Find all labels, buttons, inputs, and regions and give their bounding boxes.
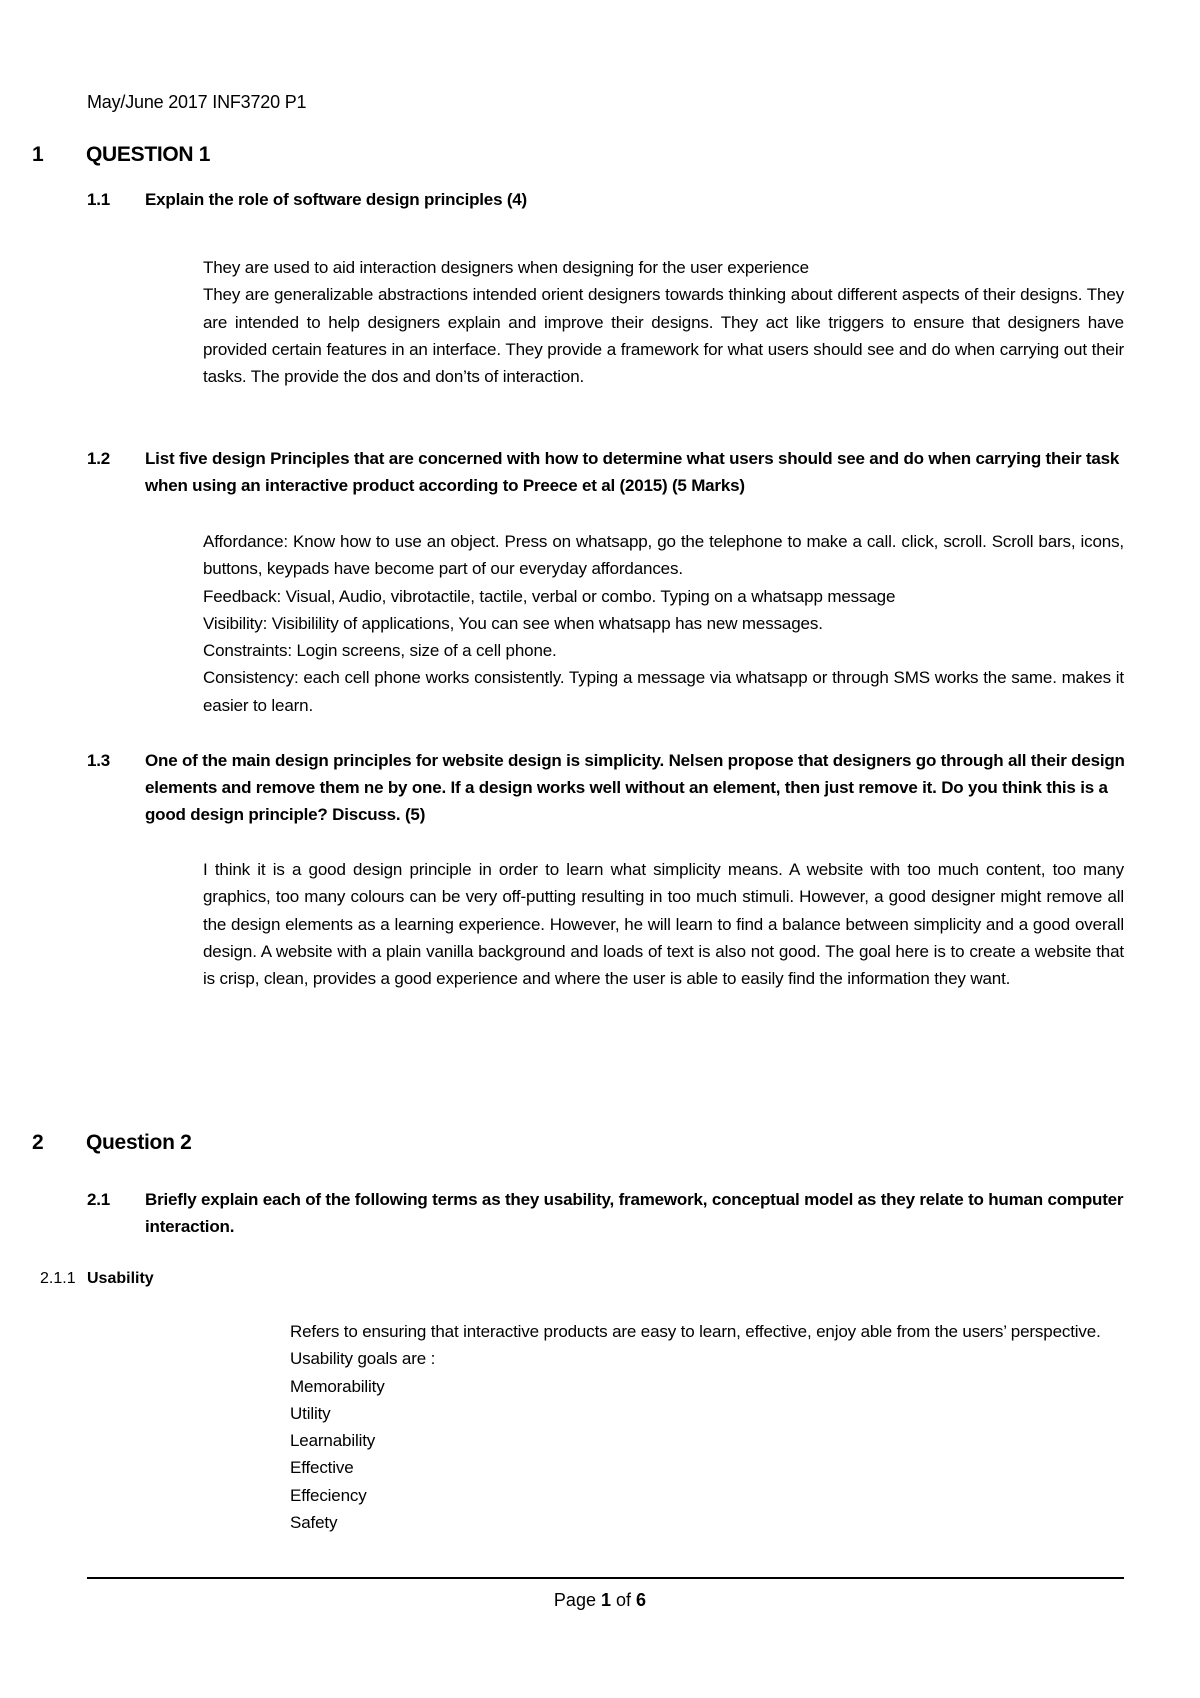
usability-goal: Safety: [290, 1513, 338, 1533]
answer-1-1: [203, 254, 1124, 390]
answer-item-affordance: Affordance: Know how to use an object. Press on whatsapp, go the telephone to make a call. click, scroll. Scroll bars, icons, buttons, keypads have become part of our everyday affordances.: [203, 532, 1124, 579]
subquestion-title: List five design Principles that are concerned with how to determine what users should see and do when carrying their task when using an interactive product according to Preece et al (2015) (5 Marks): [145, 449, 1120, 495]
usability-goal: Utility: [290, 1403, 331, 1423]
footer-divider: [87, 1577, 1124, 1579]
subquestion-number: 1.2: [87, 449, 111, 468]
subquestion-title: Explain the role of software design principles (4): [145, 190, 528, 209]
subquestion-number: 2.1: [87, 1190, 111, 1209]
answer-2-1-1: [290, 1318, 1124, 1536]
answer-1-2: [203, 528, 1124, 719]
page-header: May/June 2017 INF3720 P1: [87, 92, 307, 112]
usability-goal: Effeciency: [290, 1485, 367, 1505]
answer-paragraph: Refers to ensuring that interactive products are easy to learn, effective, enjoy able from the users’ perspective. Usability goals are :: [290, 1322, 1101, 1369]
question-number: 2: [32, 1131, 44, 1154]
subquestion-number: 1.1: [87, 190, 111, 209]
answer-item-constraints: Constraints: Login screens, size of a cell phone.: [203, 641, 557, 661]
subquestion-number: 2.1.1: [40, 1270, 76, 1287]
question-number: 1: [32, 143, 44, 166]
question-title: QUESTION 1: [86, 143, 211, 166]
of-label: of: [616, 1590, 632, 1610]
page-number: 1: [600, 1590, 611, 1610]
page-footer: [0, 1590, 1200, 1611]
answer-1-3: [203, 856, 1124, 992]
subquestion-title: One of the main design principles for website design is simplicity. Nelsen propose that designers go through all their design elements and remove them ne by one. If a design works well without an element, then just remove it. Do you think this is a good design principle? Discuss. (5): [145, 751, 1125, 824]
subquestion-title: Briefly explain each of the following terms as they usability, framework, conceptual model as they relate to human computer interaction.: [145, 1190, 1124, 1236]
answer-item-visibility: Visibility: Visibilility of applications, You can see when whatsapp has new messages.: [203, 613, 823, 633]
subquestion-title: Usability: [87, 1270, 154, 1287]
total-pages: 6: [636, 1590, 647, 1610]
question-title: Question 2: [86, 1131, 192, 1154]
usability-goal: Effective: [290, 1458, 354, 1478]
answer-paragraph: They are generalizable abstractions intended orient designers towards thinking about different aspects of their designs. They are intended to help designers explain and improve their designs. They act like triggers to ensure that designers have provided certain features in an interface. They provide a framework for what users should see and do when carrying out their tasks. The provide the dos and don’ts of interaction.: [203, 285, 1124, 387]
usability-goal: Memorability: [290, 1376, 385, 1396]
answer-item-feedback: Feedback: Visual, Audio, vibrotactile, tactile, verbal or combo. Typing on a whatsapp message: [203, 586, 896, 606]
answer-item-consistency: Consistency: each cell phone works consistently. Typing a message via whatsapp or through SMS works the same. makes it easier to learn.: [203, 668, 1124, 715]
answer-line: They are used to aid interaction designers when designing for the user experience: [203, 258, 809, 277]
usability-goal: Learnability: [290, 1431, 376, 1451]
page-label: Page: [553, 1590, 596, 1610]
answer-paragraph: I think it is a good design principle in order to learn what simplicity means. A website with too much content, too many graphics, too many colours can be very off-putting resulting in too much stimuli. However, a good designer might remove all the design elements as a learning experience. However, he will learn to find a balance between simplicity and a good overall design. A website with a plain vanilla background and loads of text is also not good. The goal here is to create a website that is crisp, clean, provides a good experience and where the user is able to easily find the information they want.: [203, 860, 1124, 989]
subquestion-number: 1.3: [87, 751, 111, 770]
